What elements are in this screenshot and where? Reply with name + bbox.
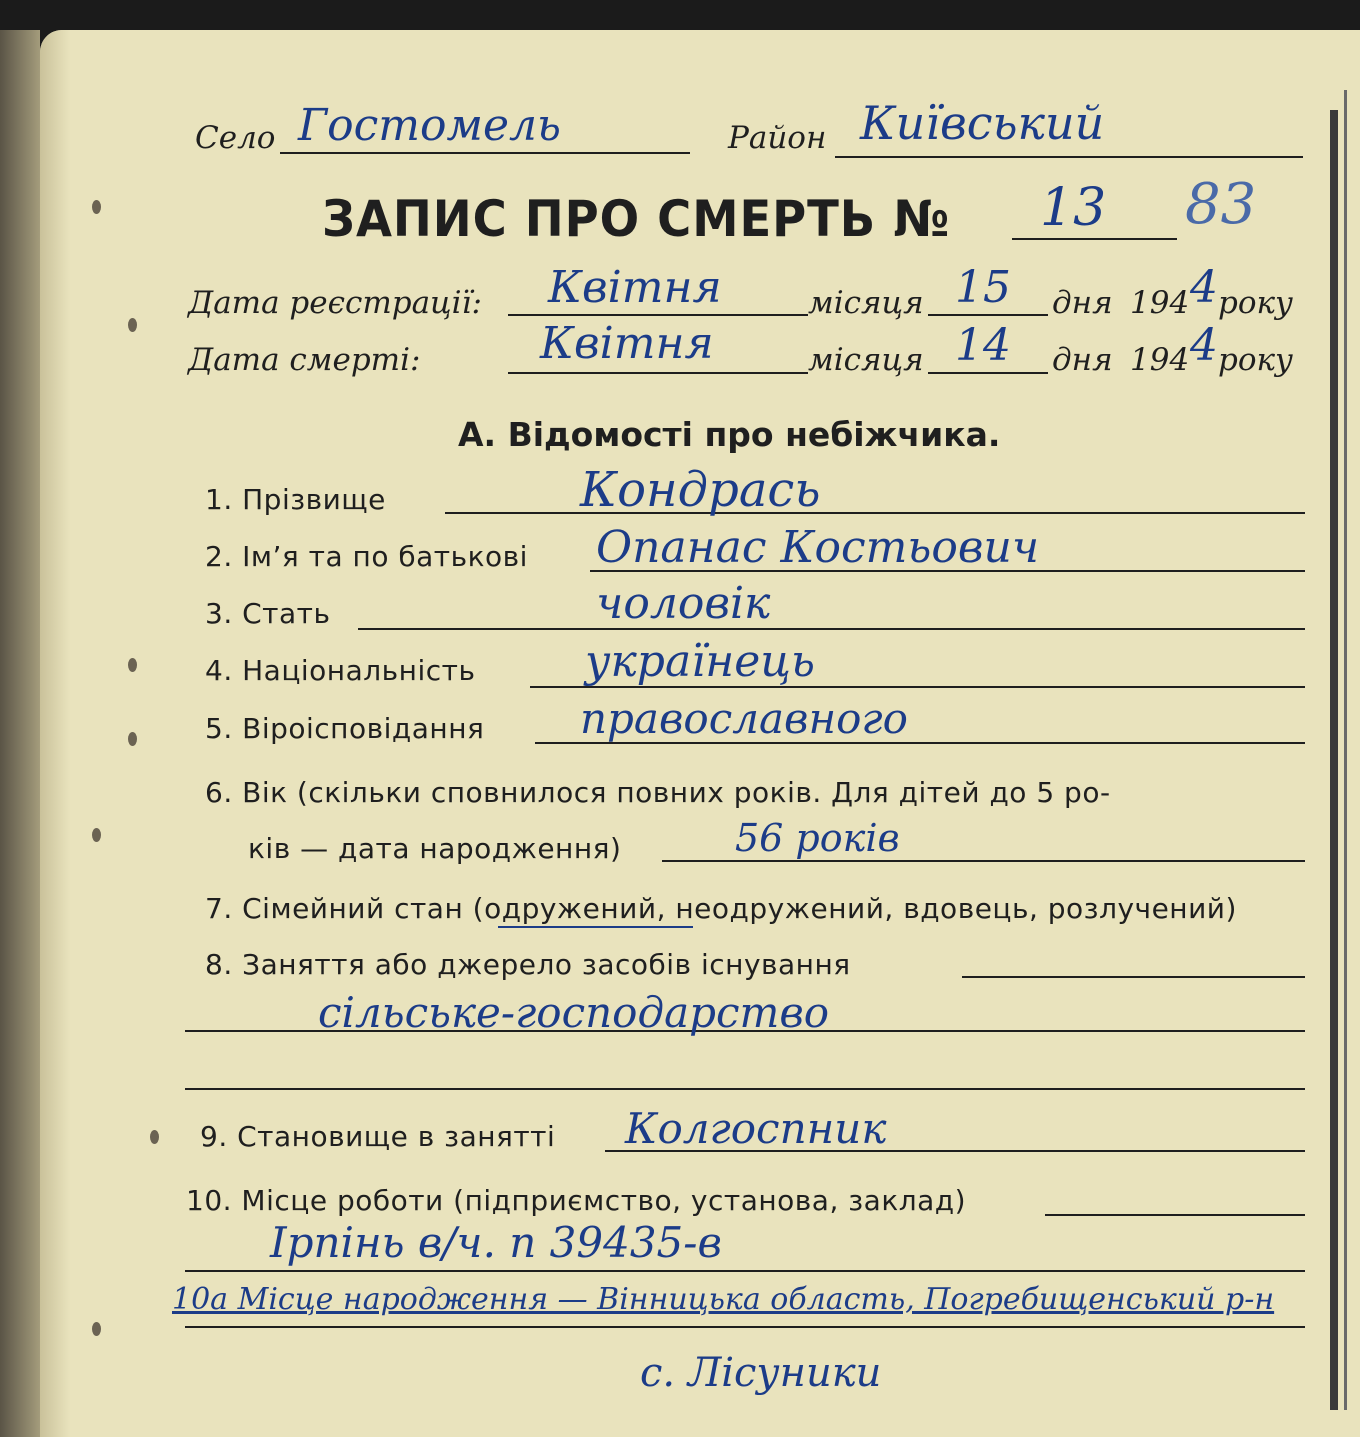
registration-day: 15: [955, 262, 1011, 313]
birthplace-value: 10а Місце народження — Вінницька область, Погребищенський р-н: [172, 1282, 1275, 1317]
death-day: 14: [955, 320, 1011, 371]
village-line: [280, 152, 690, 154]
death-date-label: Дата смерті:: [188, 342, 421, 378]
occupation-position-label: 9. Становище в занятті: [200, 1120, 556, 1153]
binding-hole: [150, 1130, 159, 1144]
section-a-title: А. Відомості про небіжчика.: [458, 415, 1001, 454]
year-prefix: 194: [1130, 342, 1190, 378]
occupation-line: [962, 976, 1305, 978]
village-value: Гостомель: [298, 100, 561, 151]
district-value: Київський: [860, 96, 1105, 150]
registration-month-line: [508, 314, 808, 316]
age-label-line2: ків — дата народження): [248, 832, 622, 865]
religion-value: православного: [580, 694, 908, 743]
month-word: місяця: [808, 285, 924, 321]
age-value: 56 років: [735, 816, 900, 860]
workplace-value: Ірпінь в/ч. п 39435-в: [270, 1218, 722, 1267]
nationality-value: українець: [585, 636, 815, 687]
month-word: місяця: [808, 342, 924, 378]
surname-label: 1. Прізвище: [205, 483, 386, 516]
birthplace-line: [185, 1326, 1305, 1328]
marital-status-underline: [498, 926, 693, 928]
binding-hole: [92, 1322, 101, 1336]
year-prefix: 194: [1130, 285, 1190, 321]
registration-date-label: Дата реєстрації:: [188, 285, 482, 321]
record-number-line: [1012, 238, 1177, 240]
record-title: ЗАПИС ПРО СМЕРТЬ №: [322, 190, 951, 248]
page-edge-secondary: [1344, 90, 1347, 1410]
occupation-value: сільське-господарство: [318, 988, 830, 1037]
binding-hole: [128, 732, 137, 746]
marital-status-label: 7. Сімейний стан (одружений, неодружений, вдовець, розлучений): [205, 892, 1237, 925]
workplace-label: 10. Місце роботи (підприємство, установа, заклад): [186, 1184, 967, 1217]
age-label-line1: 6. Вік (скільки сповнилося повних років. Для дітей до 5 ро-: [205, 776, 1111, 809]
record-number-extra: 83: [1185, 172, 1257, 237]
binding-hole: [128, 318, 137, 332]
workplace-line-2: [185, 1270, 1305, 1272]
binding-hole: [128, 658, 137, 672]
registration-day-line: [928, 314, 1048, 316]
day-word: дня: [1052, 285, 1113, 321]
death-month-line: [508, 372, 808, 374]
name-patronymic-label: 2. Ім’я та по батькові: [205, 540, 528, 573]
nationality-label: 4. Національність: [205, 654, 476, 687]
book-spine: [0, 30, 40, 1437]
death-month: Квітня: [540, 318, 714, 369]
year-word: року: [1218, 285, 1294, 321]
workplace-line: [1045, 1214, 1305, 1216]
record-number: 13: [1040, 178, 1107, 238]
surname-line: [445, 512, 1305, 514]
birthplace-continuation: с. Лісуники: [640, 1350, 882, 1396]
village-label: Село: [195, 120, 276, 156]
page-edge: [1330, 110, 1338, 1410]
occupation-position-value: Колгоспник: [625, 1104, 887, 1153]
surname-value: Кондрась: [580, 462, 821, 518]
sex-label: 3. Стать: [205, 597, 331, 630]
death-year-digit: 4: [1190, 320, 1218, 371]
year-word: року: [1218, 342, 1294, 378]
age-line: [662, 860, 1305, 862]
district-label: Район: [728, 120, 827, 156]
binding-hole: [92, 828, 101, 842]
district-line: [835, 156, 1303, 158]
binding-hole: [92, 200, 101, 214]
religion-label: 5. Віроісповідання: [205, 712, 485, 745]
occupation-label: 8. Заняття або джерело засобів існування: [205, 948, 851, 981]
death-day-line: [928, 372, 1048, 374]
name-patronymic-value: Опанас Костьович: [596, 522, 1040, 573]
sex-line: [358, 628, 1305, 630]
sex-value: чоловік: [596, 578, 771, 629]
registration-year-digit: 4: [1190, 262, 1218, 313]
occupation-line-3: [185, 1088, 1305, 1090]
day-word: дня: [1052, 342, 1113, 378]
registration-month: Квітня: [548, 262, 722, 313]
